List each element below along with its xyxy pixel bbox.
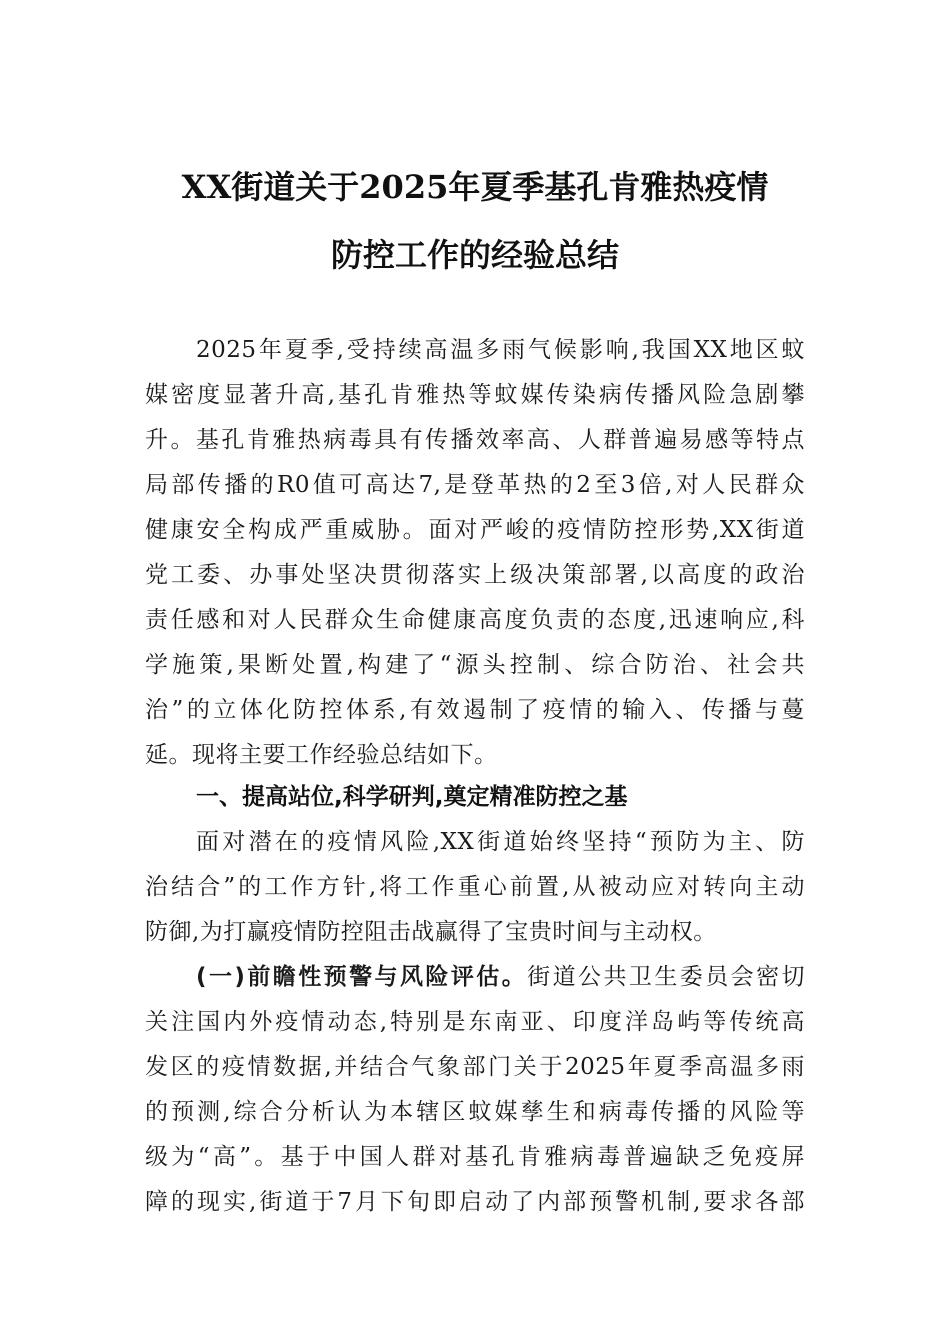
section1-line: 防御,为打赢疫情防控阻击战赢得了宝贵时间与主动权。	[145, 919, 717, 945]
section1-line: 治结合”的工作方针,将工作重心前置,从被动应对转向主动	[145, 874, 805, 900]
intro-line: 责任感和对人民群众生命健康高度负责的态度,迅速响应,科	[145, 607, 805, 633]
sub1-line: 关注国内外疫情动态,特别是东南亚、印度洋岛屿等传统高	[145, 1009, 805, 1035]
document-title-line-2: 防控工作的经验总结	[330, 236, 619, 274]
intro-line: 媒密度显著升高,基孔肯雅热等蚊媒传染病传播风险急剧攀	[145, 382, 805, 408]
intro-line: 延。现将主要工作经验总结如下。	[145, 742, 498, 768]
sub1-lead: (一)前瞻性预警与风险评估。	[196, 964, 528, 990]
sub1-line: 障的现实,街道于7月下旬即启动了内部预警机制,要求各部	[145, 1189, 805, 1215]
sub1-first-line	[196, 956, 805, 998]
intro-line: 升。基孔肯雅热病毒具有传播效率高、人群普遍易感等特点	[145, 427, 805, 453]
intro-line: 2025年夏季,受持续高温多雨气候影响,我国XX地区蚊	[196, 337, 805, 363]
intro-line: 健康安全构成严重威胁。面对严峻的疫情防控形势,XX街道	[145, 517, 805, 543]
section1-line: 面对潜在的疫情风险,XX街道始终坚持“预防为主、防	[196, 829, 805, 855]
sub1-line: 发区的疫情数据,并结合气象部门关于2025年夏季高温多雨	[145, 1054, 805, 1080]
intro-line: 局部传播的R0值可高达7,是登革热的2至3倍,对人民群众	[145, 472, 805, 498]
intro-line: 党工委、办事处坚决贯彻落实上级决策部署,以高度的政治	[145, 562, 805, 588]
document-title-line-1: XX街道关于2025年夏季基孔肯雅热疫情	[181, 168, 769, 206]
intro-line: 学施策,果断处置,构建了“源头控制、综合防治、社会共	[145, 652, 805, 678]
sub1-line: 的预测,综合分析认为本辖区蚊媒孳生和病毒传播的风险等	[145, 1099, 805, 1125]
section-heading: 一、提高站位,科学研判,奠定精准防控之基	[196, 784, 628, 810]
sub1-first-rest: 街道公共卫生委员会密切	[527, 964, 806, 990]
intro-line: 治”的立体化防控体系,有效遏制了疫情的输入、传播与蔓	[145, 697, 805, 723]
sub1-line: 级为“高”。基于中国人群对基孔肯雅病毒普遍缺乏免疫屏	[145, 1144, 805, 1170]
